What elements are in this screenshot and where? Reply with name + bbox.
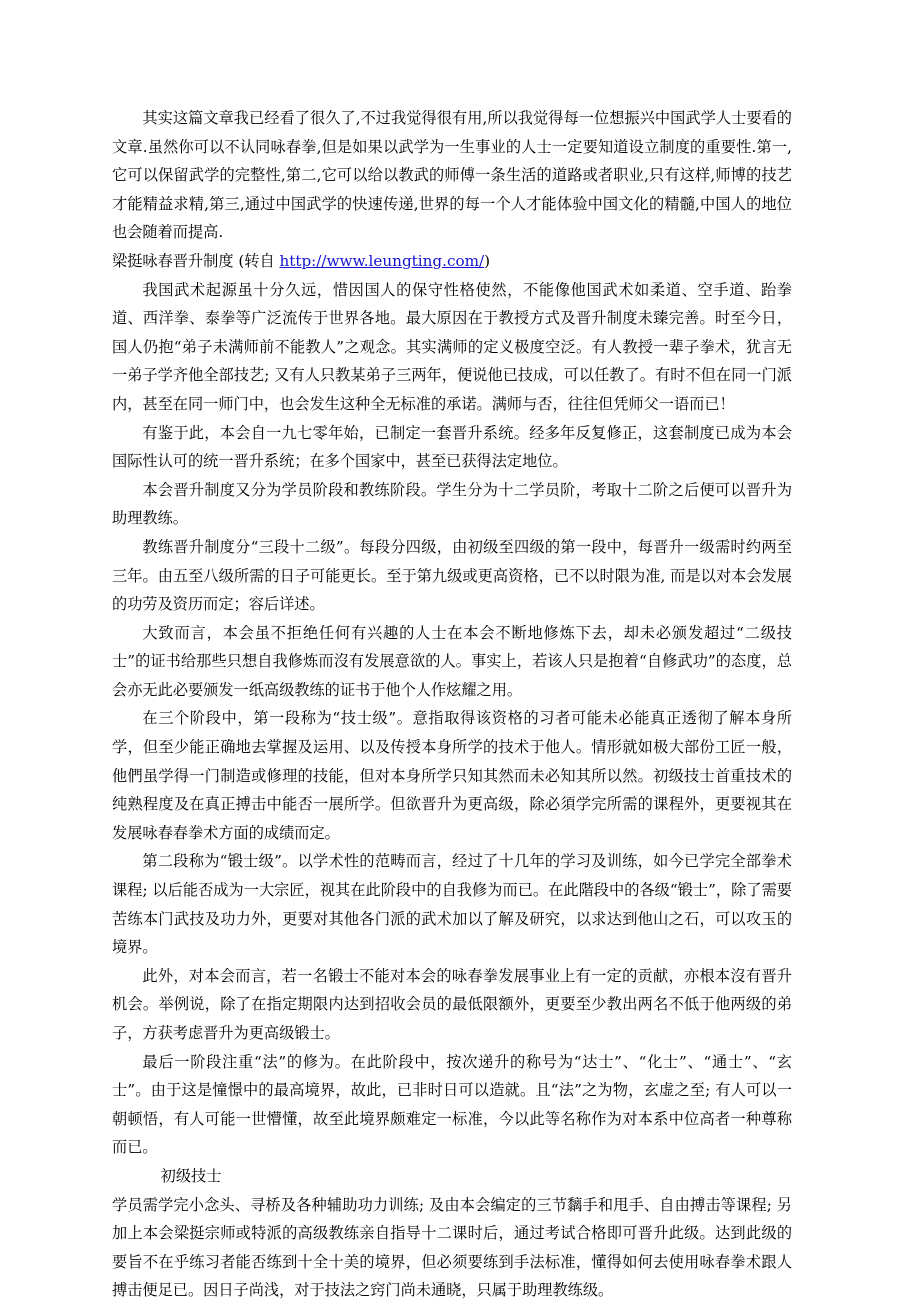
paragraph-system-1970: 有鉴于此，本会自一九七零年始，已制定一套晋升系统。经多年反复修正，这套制度已成为本会国际性认可的统一晋升系统；在多个国家中，甚至已获得法定地位。 (112, 423, 792, 471)
article-heading-suffix: ) (484, 251, 491, 270)
subheading-junior-technician: 初级技士 (160, 1166, 222, 1185)
paragraph-final-stage-fa: 最后一阶段注重“法”的修为。在此阶段中，按次递升的称号为“达士”、“化士”、“通士”、“玄士”。由于这是憧憬中的最高境界，故此，已非时日可以造就。且“法”之为物，玄虚之至; 有人可以一朝顿悟，有人可能一世懵懂，故至此境界颇难定一标准，今以此等名称作为对本系中位高者一种尊称而已。 (112, 1052, 792, 1157)
intro-paragraph: 其实这篇文章我已经看了很久了,不过我觉得很有用,所以我觉得每一位想振兴中国武学人士要看的文章.虽然你可以不认同咏春拳,但是如果以武学为一生事业的人士一定要知道设立制度的重要性.第一,它可以保留武学的完整性,第二,它可以给以教武的师傅一条生活的道路或者职业,只有这样,师博的技艺才能精益求精,第三,通过中国武学的快速传递,世界的每一个人才能体验中国文化的精髓,中国人的地位也会随着而提高. (112, 109, 792, 242)
article-heading-prefix: 梁挺咏春晋升制度 (转自 (112, 251, 280, 270)
paragraph-junior-technician-body: 学员需学完小念头、寻桥及各种辅助功力训练; 及由本会编定的三节黐手和甩手、自由搏击等课程; 另加上本会梁挺宗师或特派的高级教练亲自指导十二课时后，通过考试合格即可晋升此级。达到此级的要旨不在乎练习者能否练到十全十美的境界，但必须要练到手法标准，懂得如何去使用咏春拳术跟人搏击便足已。因日子尚浅，对于技法之窍门尚未通晓，只属于助理教练级。 (112, 1195, 792, 1300)
paragraph-first-stage-jishi: 在三个阶段中，第一段称为“技士级”。意指取得该资格的习者可能未必能真正透彻了解本身所学，但至少能正确地去掌握及运用、以及传授本身所学的技术于他人。情形就如极大部份工匠一般，他們虽学得一门制造或修理的技能，但对本身所学只知其然而未必知其所以然。初级技士首重技术的纯熟程度及在真正搏击中能否一展所学。但欲晋升为更高级，除必須学完所需的课程外，更要视其在发展咏春春拳术方面的成绩而定。 (112, 709, 792, 842)
paragraph-origin: 我国武术起源虽十分久远，惜因国人的保守性格使然，不能像他国武术如柔道、空手道、跆拳道、西洋拳、泰拳等广泛流传于世界各地。最大原因在于教授方式及晋升制度未臻完善。时至今日，国人仍抱“弟子未满师前不能教人”之观念。其实满师的定义极度空泛。有人教授一辈子拳术，犹言无一弟子学齐他全部技艺; 又有人只教某弟子三两年，便说他已技成，可以任教了。有时不但在同一门派内，甚至在同一师门中，也会发生这种全无标准的承诺。满师与否，往往但凭师父一语而已！ (112, 280, 792, 413)
paragraph-two-stages: 本会晋升制度又分为学员阶段和教练阶段。学生分为十二学员阶，考取十二阶之后便可以晋升为助理教练。 (112, 480, 792, 528)
paragraph-three-duan: 教练晋升制度分“三段十二级”。每段分四级，由初级至四级的第一段中，每晋升一级需时约两至三年。由五至八级所需的日子可能更长。至于第九级或更高资格，已不以时限为准, 而是以对本会发展的功劳及资历而定；容后详述。 (112, 537, 792, 614)
document-text-body (112, 104, 792, 1302)
article-heading (112, 247, 792, 276)
paragraph-second-stage-duanshi: 第二段称为“锻士级”。以学术性的范畴而言，经过了十几年的学习及训练，如今已学完全部拳术课程; 以后能否成为一大宗匠，视其在此阶段中的自我修为而已。在此階段中的各级“锻士”，除了需要苦练本门武技及功力外，更要对其他各门派的武术加以了解及研究，以求达到他山之石，可以攻玉的境界。 (112, 852, 792, 957)
paragraph-no-auto-promotion: 大致而言，本会虽不拒绝任何有兴趣的人士在本会不断地修炼下去，却未必颁发超过“二级技士”的证书给那些只想自我修炼而沒有发展意欲的人。事实上，若该人只是抱着“自修武功”的态度，总会亦无此必要颁发一纸高级教练的证书于他个人作炫耀之用。 (112, 623, 792, 699)
leungting-website-link[interactable]: http://www.leungting.com/ (279, 251, 485, 270)
paragraph-contribution-required: 此外，对本会而言，若一名锻士不能对本会的咏春拳发展事业上有一定的贡献，亦根本沒有晋升机会。举例说，除了在指定期限内达到招收会员的最低限额外，更要至少教出两名不低于他两级的弟子，方获考虑晋升为更高级锻士。 (112, 966, 792, 1042)
